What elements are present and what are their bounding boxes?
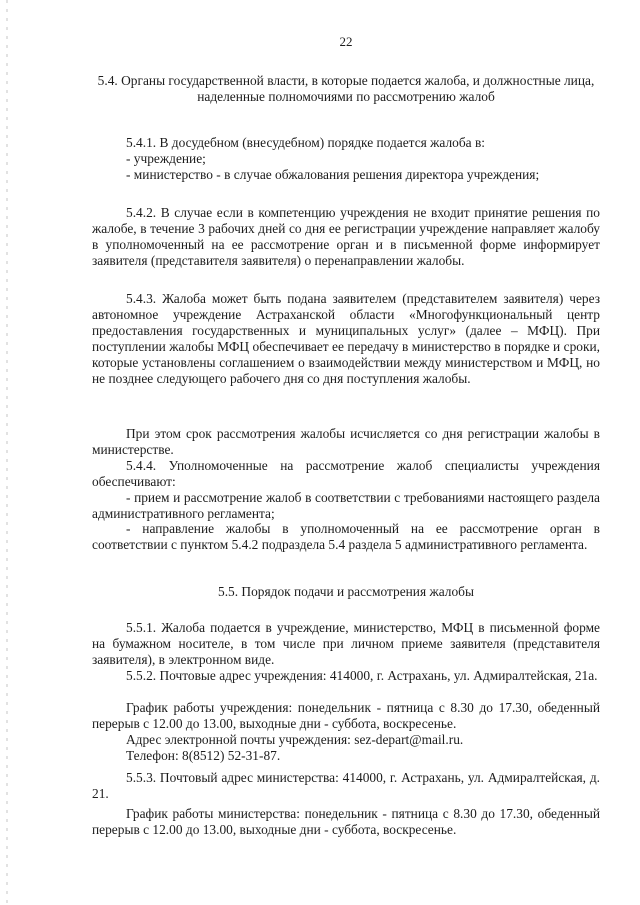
section-5-5-heading: 5.5. Порядок подачи и рассмотрения жалобы — [218, 584, 474, 599]
institution-schedule: График работы учреждения: понедельник - пятница с 8.30 до 17.30, обеденный перерыв с 12.00 до 13.00, выходные дни - суббота, воскресенье. — [92, 700, 600, 732]
paragraph-5-4-4: 5.4.4. Уполномоченные на рассмотрение жалоб специалисты учреждения обеспечивают: — [92, 458, 600, 490]
paragraph-registration-note: При этом срок рассмотрения жалобы исчисляется со дня регистрации жалобы в министерстве. — [92, 426, 600, 458]
paragraph-5-4-3: 5.4.3. Жалоба может быть подана заявителем (представителем заявителя) через автономное учреждение Астраханской области «Многофункциональный центр предоставления государственных и муниципальных услуг» (далее – МФЦ). При поступлении жалобы МФЦ обеспечивает ее передачу в министерство в порядке и сроки, которые установлены соглашением о взаимодействии между министерством и МФЦ, но не позднее следующего рабочего дня со дня поступления жалобы. — [92, 291, 600, 387]
paragraph-5-5-3: 5.5.3. Почтовый адрес министерства: 414000, г. Астрахань, ул. Адмиралтейская, д. 21. — [92, 770, 600, 802]
list-item-institution: - учреждение; — [126, 151, 206, 166]
list-item-forwarding: - направление жалобы в уполномоченный на ее рассмотрение орган в соответствии с пунктом 5.4.2 подраздела 5.4 раздела 5 административного регламента. — [92, 521, 600, 553]
paragraph-5-5-1: 5.5.1. Жалоба подается в учреждение, министерство, МФЦ в письменной форме на бумажном носителе, в том числе при личном приеме заявителя (представителя заявителя), в электронном виде. — [92, 620, 600, 668]
institution-email: Адрес электронной почты учреждения: sez-depart@mail.ru. — [126, 732, 464, 747]
document-page — [92, 0, 600, 905]
list-item-reception: - прием и рассмотрение жалоб в соответствии с требованиями настоящего раздела административного регламента; — [92, 490, 600, 522]
section-5-4-heading: 5.4. Органы государственной власти, в которые подается жалоба, и должностные лица, наделенные полномочиями по рассмотрению жалоб — [97, 73, 595, 105]
institution-phone: Телефон: 8(8512) 52-31-87. — [126, 748, 281, 763]
paragraph-5-4-2: 5.4.2. В случае если в компетенцию учреждения не входит принятие решения по жалобе, в течение 3 рабочих дней со дня ее регистрации учреждение направляет жалобу в уполномоченный на ее рассмотрение орган и в письменной форме информирует заявителя (представителя заявителя) о перенаправлении жалобы. — [92, 205, 600, 269]
scan-edge-artifact — [6, 0, 8, 905]
paragraph-5-5-2: 5.5.2. Почтовые адрес учреждения: 414000, г. Астрахань, ул. Адмиралтейская, 21а. — [126, 668, 598, 683]
paragraph-5-4-1: 5.4.1. В досудебном (внесудебном) порядке подается жалоба в: — [126, 135, 485, 150]
list-item-ministry: - министерство - в случае обжалования решения директора учреждения; — [126, 167, 540, 182]
page-number: 22 — [339, 34, 353, 49]
ministry-schedule: График работы министерства: понедельник - пятница с 8.30 до 17.30, обеденный перерыв с 12.00 до 13.00, выходные дни - суббота, воскресенье. — [92, 806, 600, 838]
